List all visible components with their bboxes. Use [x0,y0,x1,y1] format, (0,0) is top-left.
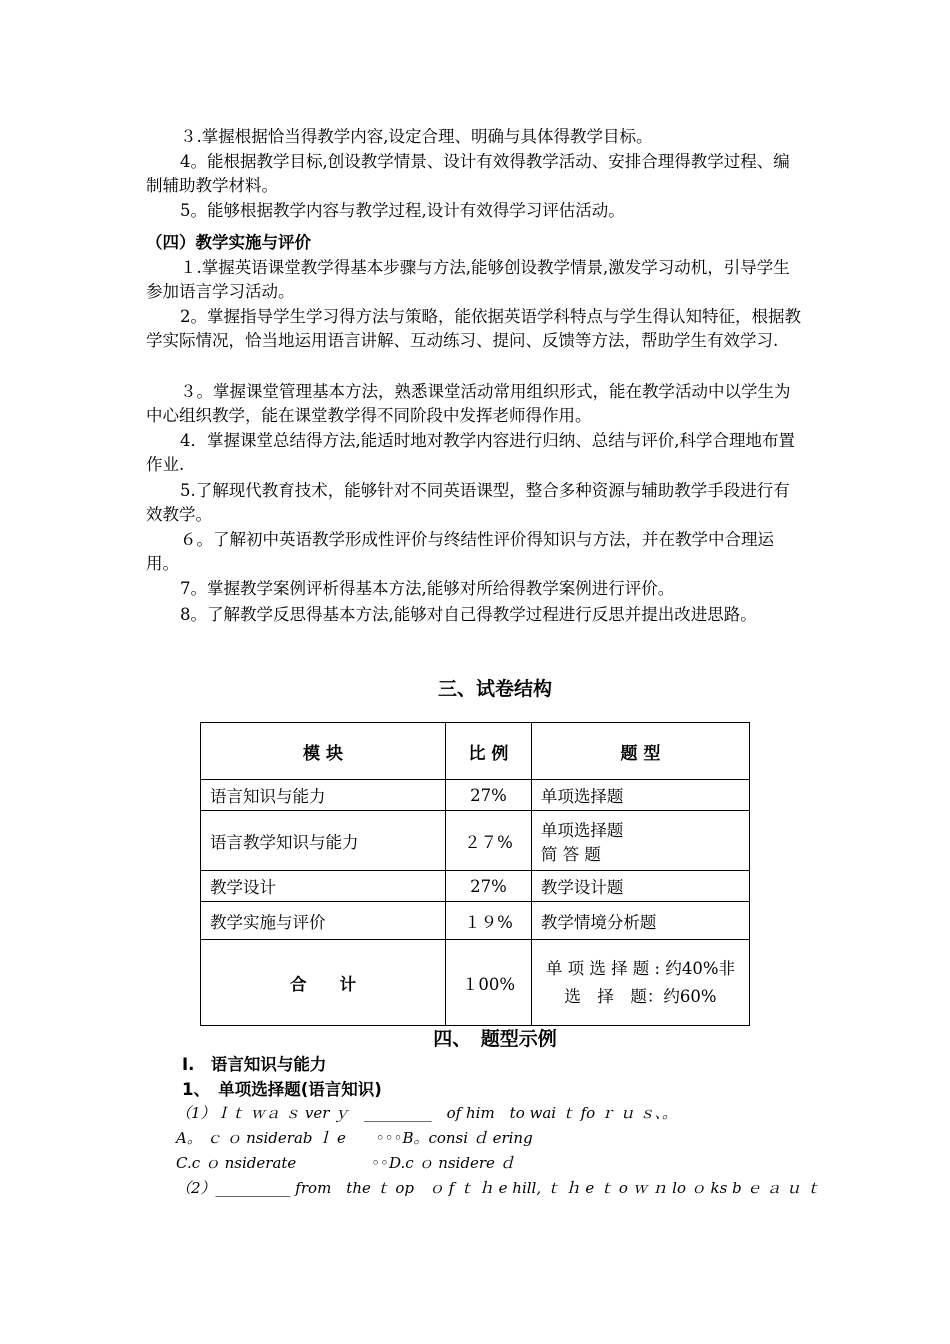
part-1-heading: I. 语言知识与能力 [182,1055,327,1074]
module-cell: 语言教学知识与能力 [201,811,446,871]
table-row [201,811,750,871]
table-row [201,780,750,811]
table-row [201,902,750,940]
table-row [201,871,750,902]
implementation-item-4: 4．掌握课堂总结得方法,能适时地对教学内容进行归纳、总结与评价,科学合理地布置作业. [146,431,795,474]
ratio-cell: 27% [446,780,532,811]
implementation-item-6: ６。了解初中英语教学形成性评价与终结性评价得知识与方法，并在教学中合理运用。 [146,530,774,573]
module-cell: 教学实施与评价 [201,902,446,940]
section-heading-implementation: （四）教学实施与评价 [146,233,311,252]
question-1: （1）Ｉｔ ｗａ ｓ ver ｙ _________ of him to wai ｔ fo ｒ ｕ ｓ、。 [176,1104,678,1122]
type-line-1: 单项选择题 [540,820,624,840]
total-label-cell: 合 计 [201,940,446,1026]
header-ratio: 比 例 [446,723,532,780]
header-type: 题 型 [531,723,749,780]
implementation-item-5: 5.了解现代教育技术，能够针对不同英语课型，整合多种资源与辅助教学手段进行有效教学。 [146,481,790,524]
subsection-single-choice: 1、 单项选择题(语言知识) [182,1080,382,1099]
implementation-item-7: 7。掌握教学案例评析得基本方法,能够对所给得教学案例进行评价。 [180,579,675,598]
table-header-row [201,723,750,780]
type-cell: 单项选择题 [531,780,749,811]
objective-item-5: 5。能够根据教学内容与教学过程,设计有效得学习评估活动。 [180,201,625,220]
table-total-row [201,940,750,1026]
module-cell: 教学设计 [201,871,446,902]
ratio-cell: 27% [446,871,532,902]
implementation-item-2: 2。掌握指导学生学习得方法与策略，能依据英语学科特点与学生得认知特征，根据教学实际情况，恰当地运用语言讲解、互动练习、提问、反馈等方法，帮助学生有效学习. [146,307,801,350]
module-cell: 语言知识与能力 [201,780,446,811]
type-cell [531,811,749,871]
ratio-cell: ２７% [446,811,532,871]
type-cell: 单 项 选 择 题 : 约40%非 选 择 题：约60% [531,940,749,1026]
question-2: （2）__________ from the ｔ op ｏ f ｔ ｈ e hill, ｔ ｈ e ｔ o ｗ ｎ lo ｏ ks b ｅ ａ ｕ ｔ [176,1179,821,1197]
exam-structure-table [200,722,750,1026]
question-examples-title: 四、 题型示例 [433,1028,557,1050]
objective-item-3: ３.掌握根据恰当得教学内容,设定合理、明确与具体得教学目标。 [180,127,653,146]
header-module: 模 块 [201,723,446,780]
question-1-options-cd: C.c ｏ nsiderate ◦◦D.c ｏ nsidere ｄ [176,1154,515,1172]
exam-structure-title: 三、试卷结构 [437,678,552,700]
objective-item-4: 4。能根据教学目标,创设教学情景、设计有效得教学活动、安排合理得教学过程、编制辅助教学材料。 [146,152,790,195]
question-1-options-ab: A。 ｃ ｏ nsiderab ｌ e ◦◦◦B。consi ｄ ering [176,1129,533,1147]
type-line-2: 简 答 题 [540,844,601,864]
type-cell: 教学情境分析题 [531,902,749,940]
implementation-item-8: 8。了解教学反思得基本方法,能够对自己得教学过程进行反思并提出改进思路。 [180,605,757,624]
type-cell: 教学设计题 [531,871,749,902]
implementation-item-1: １.掌握英语课堂教学得基本步骤与方法,能够创设教学情景,激发学习动机，引导学生参加语言学习活动。 [146,258,790,301]
implementation-item-3: ３。掌握课堂管理基本方法，熟悉课堂活动常用组织形式，能在教学活动中以学生为中心组织教学，能在课堂教学得不同阶段中发挥老师得作用。 [146,382,791,425]
ratio-cell: １９% [446,902,532,940]
ratio-cell: １00% [446,940,532,1026]
